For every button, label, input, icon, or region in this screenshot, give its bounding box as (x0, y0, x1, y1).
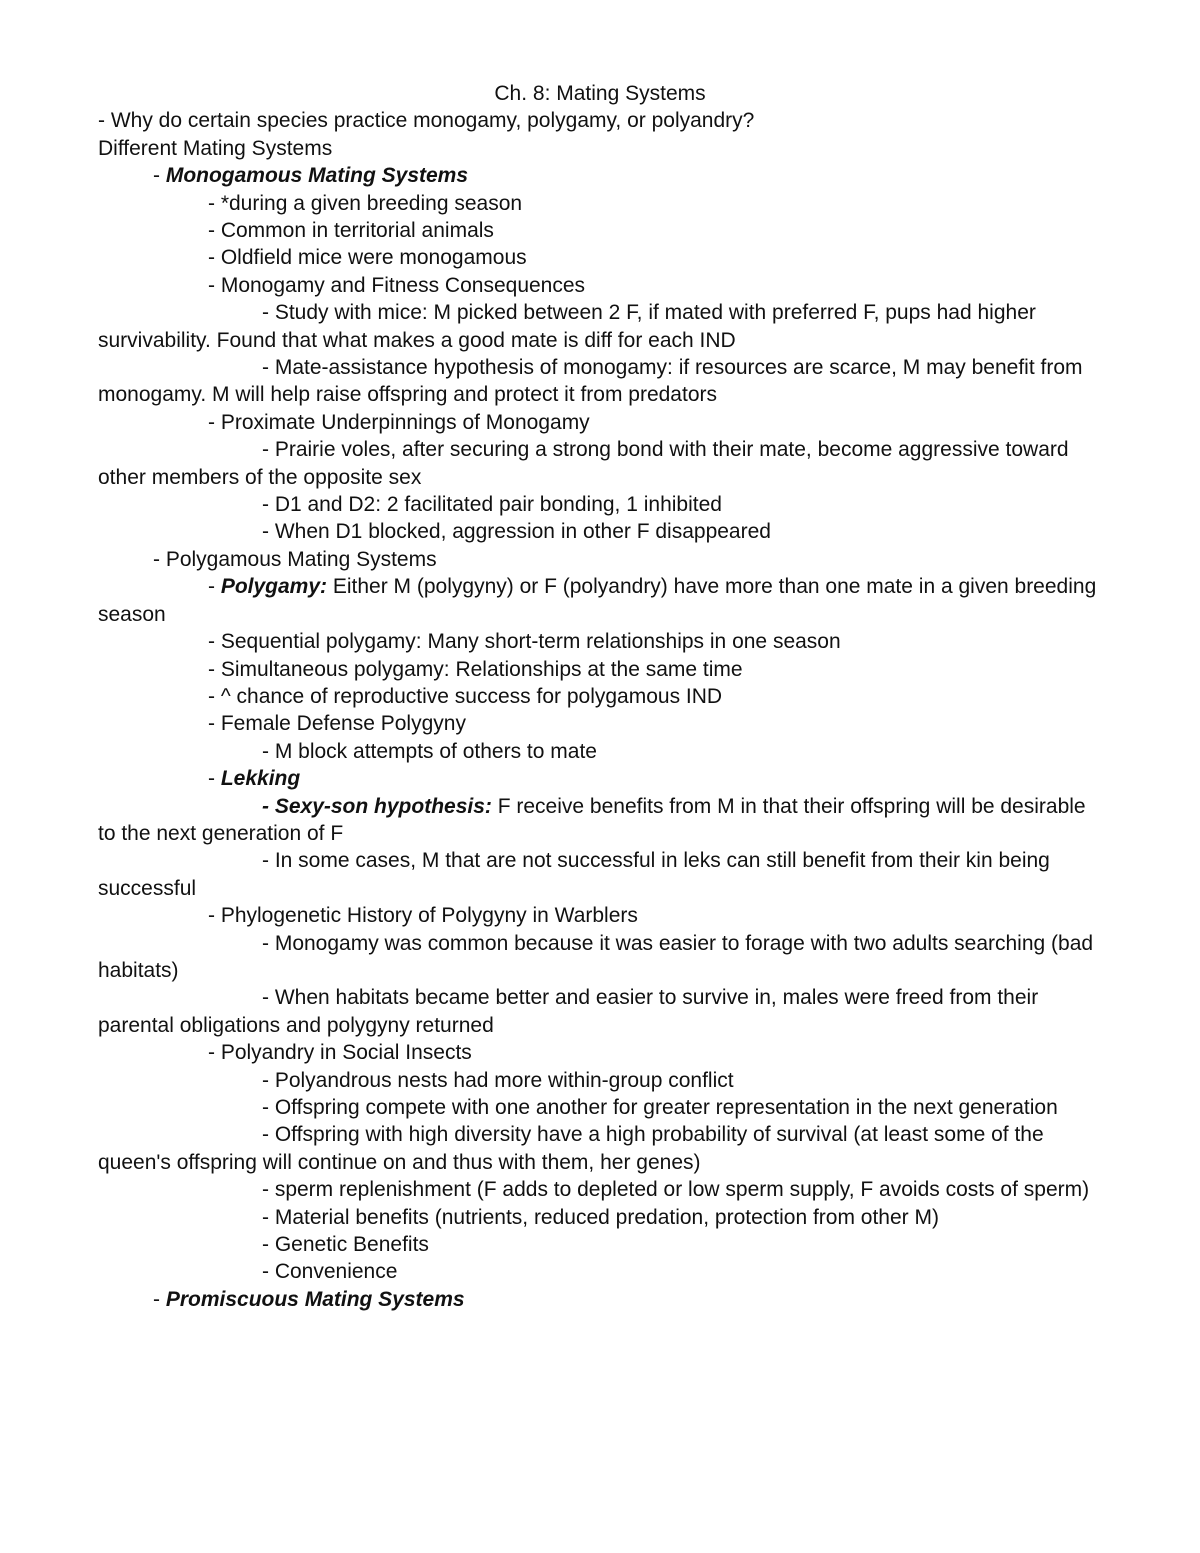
line-text: - D1 and D2: 2 facilitated pair bonding, 1 inhibited (262, 493, 722, 517)
outline-line (98, 984, 1108, 1039)
line-bullet: - (208, 767, 221, 791)
line-text: - When D1 blocked, aggression in other F disappeared (262, 520, 771, 544)
outline-line (98, 354, 1108, 409)
line-text: - Common in territorial animals (208, 219, 494, 243)
outline-line (98, 1121, 1108, 1176)
line-text: F receive benefits from M in that their offspring will be desirable to the next generation of F (98, 794, 1086, 845)
outline-line (98, 683, 1108, 710)
outline-line (98, 738, 1108, 765)
line-text: - Genetic Benefits (262, 1233, 429, 1257)
line-text: - Monogamy and Fitness Consequences (208, 273, 586, 297)
line-text: Different Mating Systems (98, 136, 333, 160)
outline-line (98, 902, 1108, 929)
outline-line (98, 1039, 1108, 1066)
emphasized-term: Monogamous Mating Systems (165, 164, 469, 188)
line-text: - In some cases, M that are not successful in leks can still benefit from their kin being successful (98, 849, 1050, 900)
line-text: - Simultaneous polygamy: Relationships at the same time (208, 657, 743, 681)
outline-line (98, 107, 1108, 134)
outline-line (98, 546, 1108, 573)
line-text: - Offspring compete with one another for greater representation in the next generation (262, 1096, 1058, 1120)
line-bullet: - (153, 164, 166, 188)
line-text: - Prairie voles, after securing a strong bond with their mate, become aggressive toward other members of the opposite sex (98, 438, 1069, 489)
outline-line (98, 190, 1108, 217)
outline-line (98, 1094, 1108, 1121)
emphasized-term: - Sexy-son hypothesis: (262, 794, 492, 818)
outline-line (98, 217, 1108, 244)
outline-line (98, 518, 1108, 545)
outline-line (98, 409, 1108, 436)
outline-line (98, 1258, 1108, 1285)
line-text: - Offspring with high diversity have a high probability of survival (at least some of the queen's offspring will continue on and thus with them, her genes) (98, 1123, 1044, 1174)
outline-line (98, 1286, 1108, 1313)
outline-line (98, 930, 1108, 985)
outline-line (98, 436, 1108, 491)
line-text: - Phylogenetic History of Polygyny in Warblers (208, 904, 638, 928)
outline-line (98, 272, 1108, 299)
emphasized-term: Polygamy: (220, 575, 328, 599)
outline-line (98, 1204, 1108, 1231)
line-text: - Study with mice: M picked between 2 F, if mated with preferred F, pups had higher survivability. Found that what makes a good mate is diff for each IND (98, 301, 1036, 352)
line-text: - Proximate Underpinnings of Monogamy (208, 410, 590, 434)
line-text: - Female Defense Polygyny (208, 712, 466, 736)
outline-line (98, 244, 1108, 271)
outline-line (98, 162, 1108, 189)
line-text: - Why do certain species practice monogamy, polygamy, or polyandry? (98, 109, 755, 133)
outline-line (98, 135, 1108, 162)
line-text: - Monogamy was common because it was easier to forage with two adults searching (bad habitats) (98, 931, 1094, 982)
outline-line (98, 1231, 1108, 1258)
notes-outline (98, 107, 1108, 1313)
outline-line (98, 1067, 1108, 1094)
line-bullet: - (208, 575, 221, 599)
outline-line (98, 299, 1108, 354)
line-bullet: - (153, 1287, 166, 1311)
line-text: - Polygamous Mating Systems (153, 547, 437, 571)
line-text: - Convenience (262, 1260, 398, 1284)
line-text: - M block attempts of others to mate (262, 739, 597, 763)
line-text: - Polyandrous nests had more within-group conflict (262, 1068, 734, 1092)
page-title: Ch. 8: Mating Systems (494, 82, 706, 105)
outline-line (98, 765, 1108, 792)
emphasized-term: Lekking (220, 767, 301, 791)
outline-line (98, 656, 1108, 683)
line-text: - Polyandry in Social Insects (208, 1041, 472, 1065)
outline-line (98, 491, 1108, 518)
outline-line (98, 628, 1108, 655)
line-text: *during a given breeding season (220, 191, 523, 215)
line-bullet: - (208, 191, 221, 215)
emphasized-term: Promiscuous Mating Systems (165, 1287, 465, 1311)
outline-line (98, 710, 1108, 737)
outline-line (98, 1176, 1108, 1203)
outline-line (98, 573, 1108, 628)
line-text: - Sequential polygamy: Many short-term relationships in one season (208, 630, 841, 654)
line-text: - Material benefits (nutrients, reduced predation, protection from other M) (262, 1205, 939, 1229)
line-text: - ^ chance of reproductive success for polygamous IND (208, 684, 723, 708)
line-text: - Mate-assistance hypothesis of monogamy: if resources are scarce, M may benefit from monogamy. M will help raise offspring and protect it from predators (98, 356, 1083, 407)
outline-line (98, 847, 1108, 902)
line-text: - When habitats became better and easier to survive in, males were freed from their parental obligations and polygyny returned (98, 986, 1039, 1037)
line-text: - sperm replenishment (F adds to depleted or low sperm supply, F avoids costs of sperm) (262, 1178, 1090, 1202)
line-text: Either M (polygyny) or F (polyandry) have more than one mate in a given breeding season (98, 575, 1097, 626)
line-text: - Oldfield mice were monogamous (208, 246, 527, 270)
outline-line (98, 793, 1108, 848)
